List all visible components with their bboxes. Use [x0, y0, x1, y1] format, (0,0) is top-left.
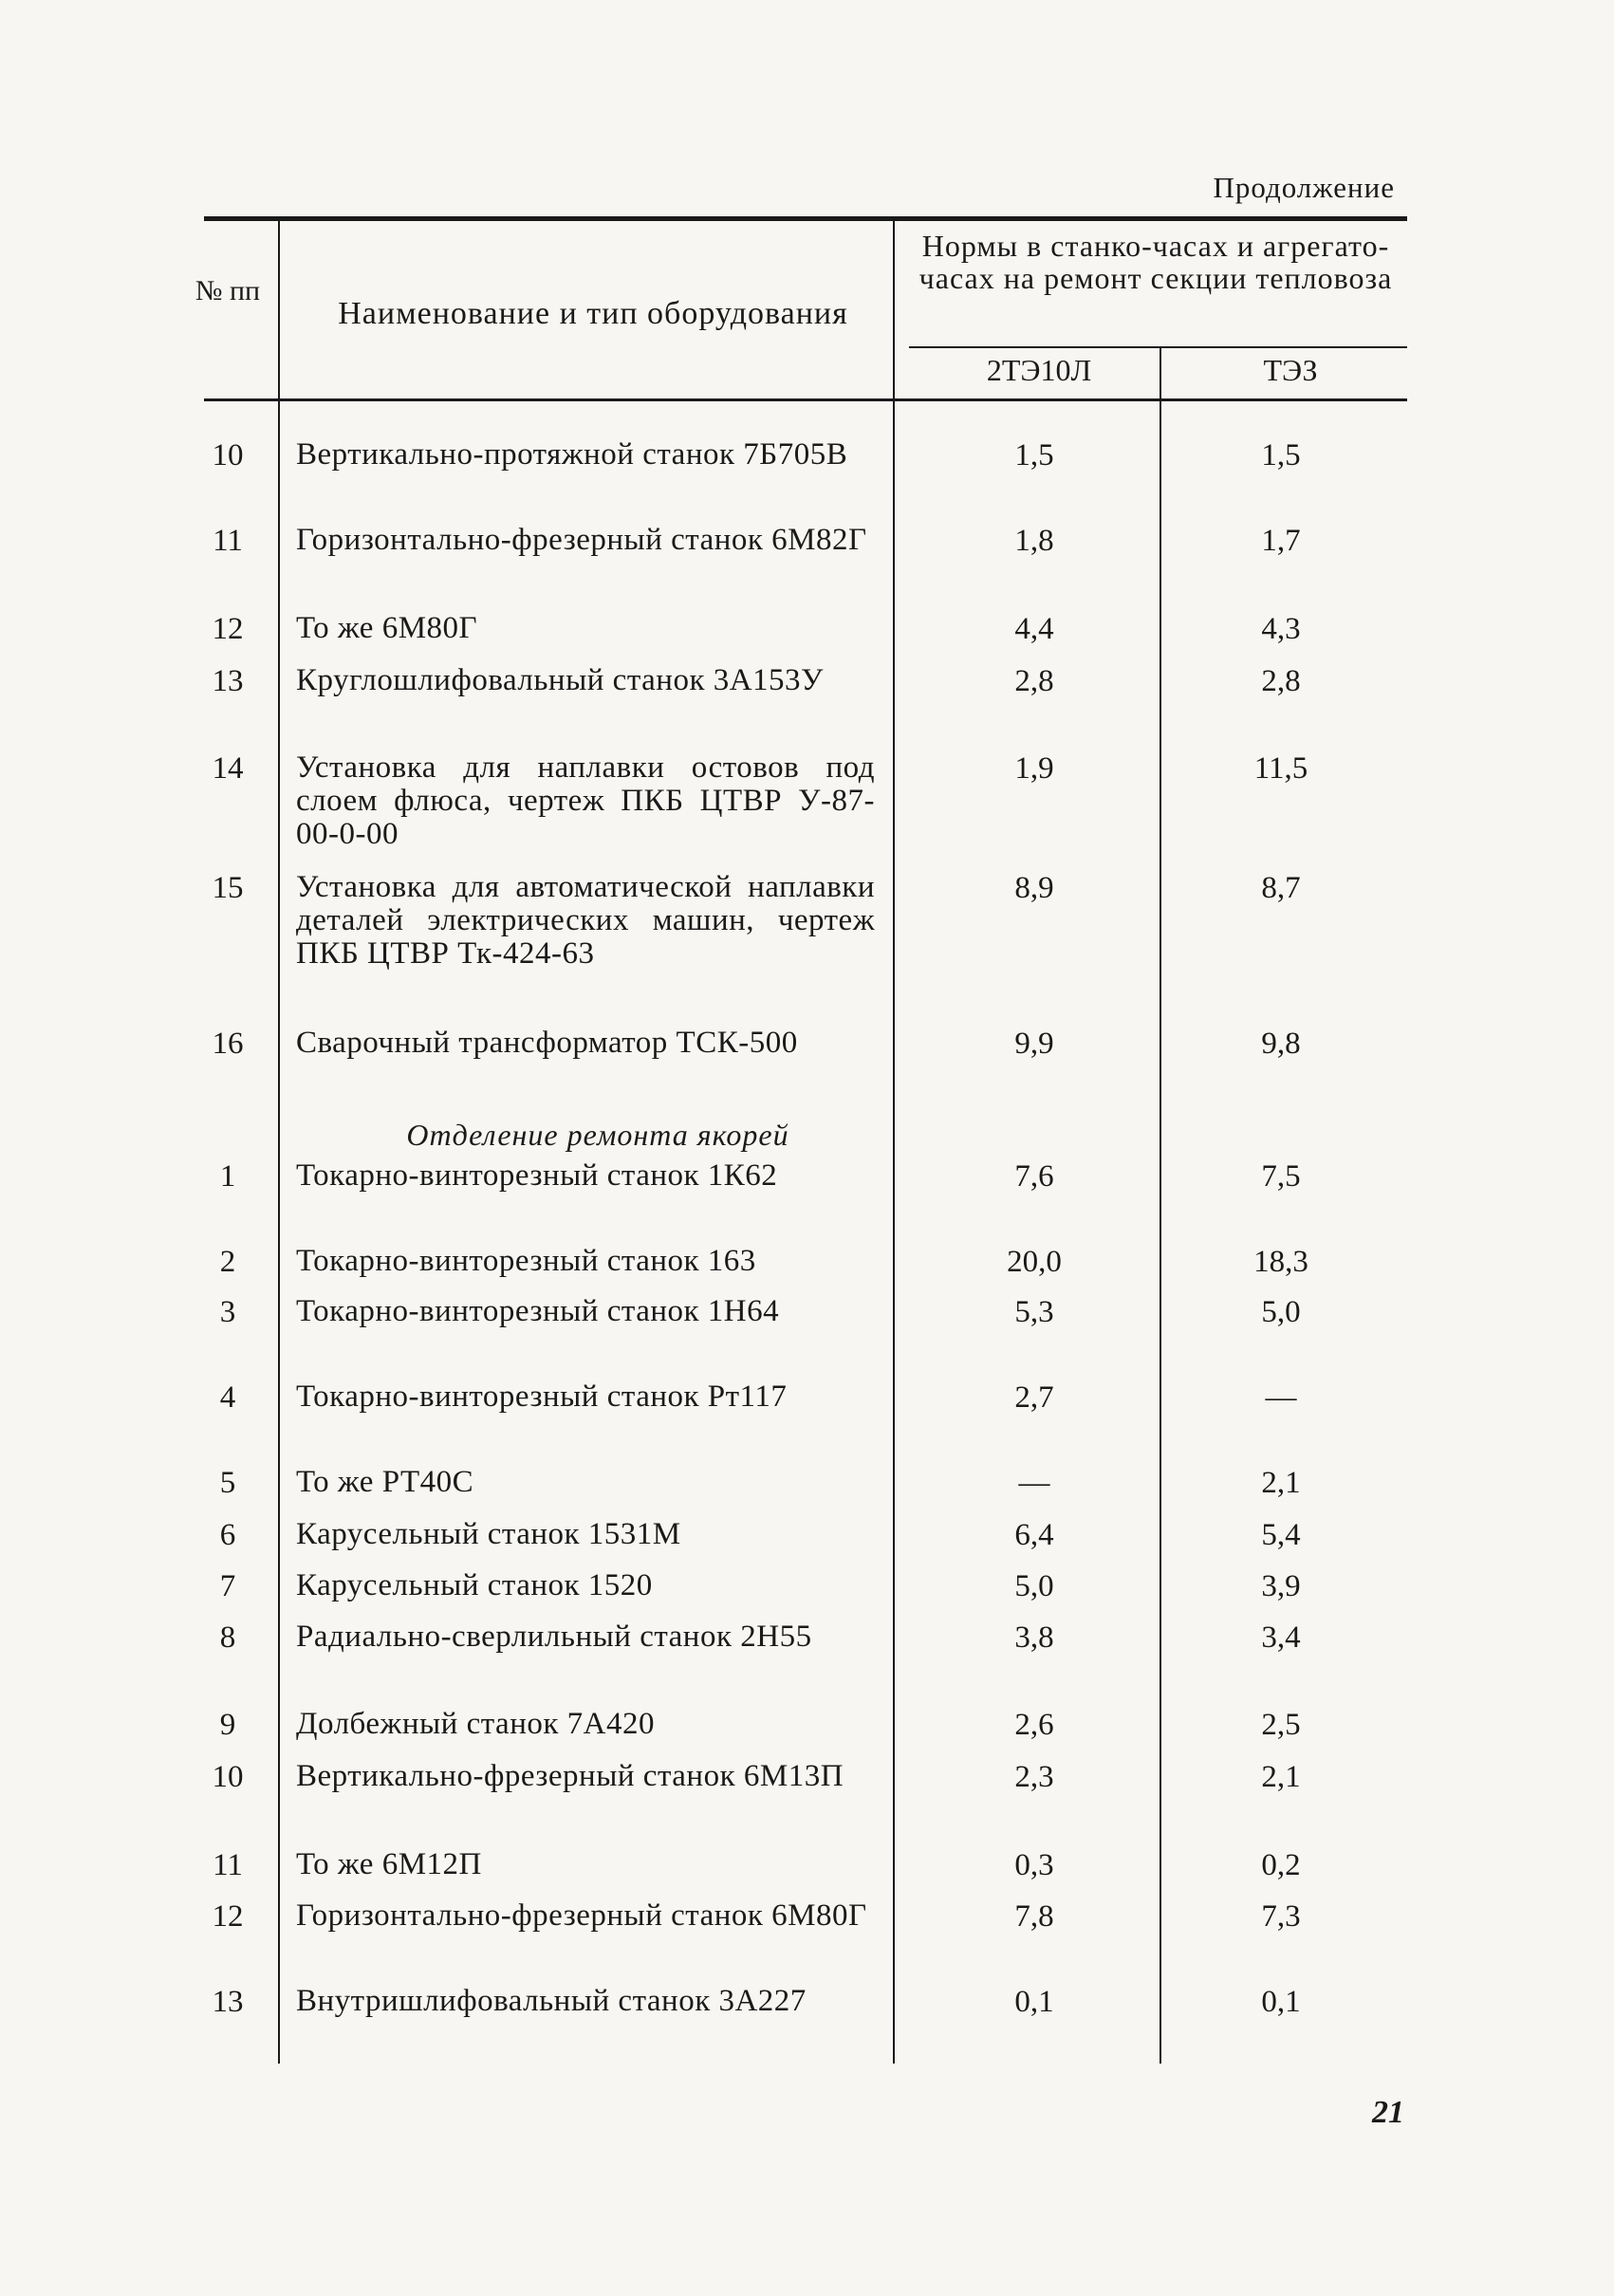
row-name: Установка для наплавки остовов под слоем флюса, чертеж ПКБ ЦТВР У-87-00-0-00	[296, 750, 875, 851]
row-value-te3: 9,8	[1261, 1027, 1301, 1061]
row-value-2te10l: 2,3	[1014, 1760, 1054, 1794]
row-number: 16	[212, 1027, 244, 1061]
row-number: 14	[212, 751, 244, 786]
row-value-2te10l: 4,4	[1014, 612, 1054, 646]
row-number: 3	[219, 1295, 236, 1329]
row-value-2te10l: 9,9	[1014, 1027, 1054, 1061]
row-name: Карусельный станок 1531М	[296, 1517, 681, 1551]
row-name: Токарно-винторезный станок 1Н64	[296, 1294, 780, 1328]
row-value-te3: 2,1	[1261, 1466, 1301, 1500]
row-name: Радиально-сверлильный станок 2Н55	[296, 1620, 812, 1654]
col-divider-2	[893, 221, 895, 2064]
row-value-2te10l: 1,8	[1014, 524, 1054, 558]
header-norms: Нормы в станко-часах и агрегато-часах на ремонт секции тепловоза	[918, 229, 1393, 295]
row-number: 11	[213, 524, 243, 558]
row-value-2te10l: 0,3	[1014, 1848, 1054, 1882]
header-number: № пп	[195, 275, 261, 306]
row-number: 13	[212, 1985, 244, 2019]
header-name: Наименование и тип оборудования	[338, 296, 848, 331]
row-value-2te10l: 7,6	[1014, 1159, 1054, 1194]
row-name: Внутришлифовальный станок 3А227	[296, 1984, 807, 2018]
row-value-te3: 7,5	[1261, 1159, 1301, 1194]
row-value-2te10l: 20,0	[1007, 1245, 1062, 1279]
row-name: Токарно-винторезный станок Рт117	[296, 1379, 788, 1414]
row-value-te3: 2,8	[1261, 664, 1301, 698]
row-value-te3: —	[1265, 1380, 1297, 1415]
row-number: 4	[219, 1380, 236, 1415]
header-col-2te10l: 2ТЭ10Л	[986, 353, 1092, 387]
row-name: Круглошлифовальный станок 3А153У	[296, 663, 824, 697]
row-number: 10	[212, 1760, 244, 1794]
row-value-te3: 3,4	[1261, 1620, 1301, 1655]
row-name: Карусельный станок 1520	[296, 1568, 653, 1602]
row-number: 15	[212, 871, 244, 905]
row-value-2te10l: 8,9	[1014, 871, 1054, 905]
row-value-2te10l: 5,3	[1014, 1295, 1054, 1329]
row-value-te3: 2,5	[1261, 1708, 1301, 1742]
row-number: 1	[219, 1159, 236, 1194]
row-number: 8	[219, 1620, 236, 1655]
header-bottom-rule	[204, 398, 1407, 401]
row-number: 5	[219, 1466, 236, 1500]
row-number: 7	[219, 1569, 236, 1603]
row-value-2te10l: 5,0	[1014, 1569, 1054, 1603]
row-value-2te10l: 1,5	[1014, 438, 1054, 472]
section-title: Отделение ремонта якорей	[406, 1118, 789, 1152]
row-number: 6	[219, 1518, 236, 1552]
row-value-te3: 4,3	[1261, 612, 1301, 646]
row-name: То же 6М80Г	[296, 611, 478, 645]
row-name: Вертикально-протяжной станок 7Б705В	[296, 437, 848, 472]
col-divider-1	[278, 221, 280, 2064]
row-value-2te10l: 0,1	[1014, 1985, 1054, 2019]
row-value-2te10l: 3,8	[1014, 1620, 1054, 1655]
row-number: 11	[213, 1848, 243, 1882]
row-value-te3: 8,7	[1261, 871, 1301, 905]
row-name: То же 6М12П	[296, 1847, 482, 1881]
row-value-te3: 5,4	[1261, 1518, 1301, 1552]
row-name: Установка для автоматической наплавки деталей электрических машин, чертеж ПКБ ЦТВР Тк-424-63	[296, 870, 875, 971]
page-number: 21	[1372, 2095, 1404, 2130]
row-value-2te10l: 7,8	[1014, 1899, 1054, 1934]
row-name: То же РТ40С	[296, 1465, 474, 1499]
row-name: Токарно-винторезный станок 1К62	[296, 1158, 778, 1193]
row-name: Горизонтально-фрезерный станок 6М82Г	[296, 523, 867, 557]
row-number: 12	[212, 612, 244, 646]
table-top-rule	[204, 216, 1407, 221]
row-value-te3: 7,3	[1261, 1899, 1301, 1934]
norms-subheader-rule	[909, 346, 1407, 348]
row-value-2te10l: 6,4	[1014, 1518, 1054, 1552]
col-divider-3	[1159, 348, 1161, 2064]
row-name: Сварочный трансформатор ТСК-500	[296, 1026, 798, 1060]
row-value-2te10l: 2,7	[1014, 1380, 1054, 1415]
row-name: Вертикально-фрезерный станок 6М13П	[296, 1759, 844, 1793]
row-value-te3: 5,0	[1261, 1295, 1301, 1329]
row-value-te3: 1,7	[1261, 524, 1301, 558]
row-value-te3: 2,1	[1261, 1760, 1301, 1794]
row-value-te3: 1,5	[1261, 438, 1301, 472]
row-value-2te10l: 2,6	[1014, 1708, 1054, 1742]
row-name: Токарно-винторезный станок 163	[296, 1244, 756, 1278]
row-value-2te10l: 1,9	[1014, 751, 1054, 786]
row-value-te3: 11,5	[1253, 751, 1308, 786]
row-number: 12	[212, 1899, 244, 1934]
row-value-te3: 0,2	[1261, 1848, 1301, 1882]
row-value-te3: 18,3	[1253, 1245, 1308, 1279]
row-number: 10	[212, 438, 244, 472]
row-value-2te10l: 2,8	[1014, 664, 1054, 698]
row-value-2te10l: —	[1018, 1466, 1050, 1500]
row-number: 13	[212, 664, 244, 698]
row-name: Долбежный станок 7А420	[296, 1707, 655, 1741]
row-value-te3: 0,1	[1261, 1985, 1301, 2019]
row-number: 2	[219, 1245, 236, 1279]
row-number: 9	[219, 1708, 236, 1742]
header-col-te3: ТЭЗ	[1263, 353, 1318, 387]
continuation-label: Продолжение	[1213, 171, 1395, 204]
row-name: Горизонтально-фрезерный станок 6М80Г	[296, 1898, 867, 1933]
row-value-te3: 3,9	[1261, 1569, 1301, 1603]
